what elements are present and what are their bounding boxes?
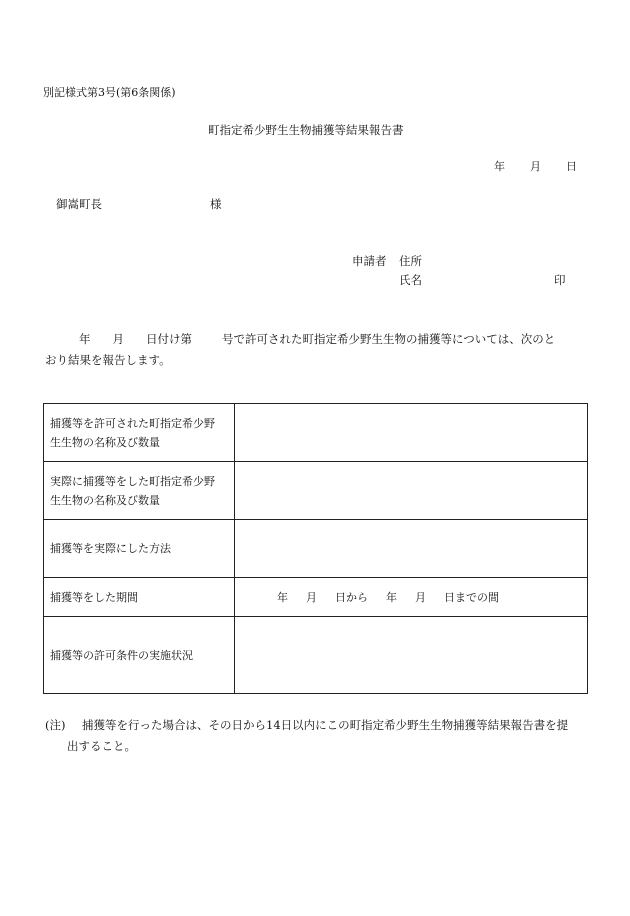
document-title: 町指定希少野生生物捕獲等結果報告書 xyxy=(208,123,404,137)
applicant-role: 申請者 xyxy=(352,254,387,268)
method-value[interactable] xyxy=(235,520,588,578)
table-row xyxy=(44,404,588,462)
conditions-value[interactable] xyxy=(235,617,588,694)
note-text-cont: 出すること。 xyxy=(67,739,136,753)
table-row xyxy=(44,617,588,694)
method-label: 捕獲等を実際にした方法 xyxy=(44,520,235,578)
applicant-address-label: 住所 xyxy=(399,254,422,268)
report-statement xyxy=(45,329,585,371)
addressee-honorific: 様 xyxy=(210,197,222,211)
report-table xyxy=(43,403,588,694)
statement-day: 日付け第 xyxy=(146,332,192,346)
conditions-label: 捕獲等の許可条件の実施状況 xyxy=(44,617,235,694)
table-row xyxy=(44,578,588,617)
label-line: 捕獲等を許可された町指定希少野 xyxy=(50,416,215,430)
note-text: 捕獲等を行った場合は、その日から14日以内にこの町指定希少野生生物捕獲等結果報告書を提 xyxy=(82,718,569,732)
date-day: 日 xyxy=(566,160,577,173)
form-number-label: 別記様式第3号(第6条関係) xyxy=(43,86,176,99)
period-start-month: 月 xyxy=(306,591,317,604)
footnote xyxy=(45,715,590,757)
period-start-day: 日から xyxy=(335,591,368,604)
statement-text: 号で許可された町指定希少野生生物の捕獲等については、次のと xyxy=(222,332,556,346)
date-month: 月 xyxy=(530,160,541,173)
permitted-species-label xyxy=(44,404,235,462)
permitted-species-value[interactable] xyxy=(235,404,588,462)
note-mark: (注) xyxy=(45,718,66,732)
period-label: 捕獲等をした期間 xyxy=(44,578,235,617)
statement-year: 年 xyxy=(79,332,91,346)
label-line: 実際に捕獲等をした町指定希少野 xyxy=(50,474,215,488)
date-year: 年 xyxy=(494,160,505,173)
label-line: 生生物の名称及び数量 xyxy=(50,435,160,449)
period-end-day: 日までの間 xyxy=(444,591,499,604)
table-row xyxy=(44,520,588,578)
period-end-month: 月 xyxy=(415,591,426,604)
statement-text-cont: おり結果を報告します。 xyxy=(45,353,171,367)
seal-mark: 印 xyxy=(554,273,566,287)
applicant-name-label: 氏名 xyxy=(399,273,422,287)
actual-species-value[interactable] xyxy=(235,462,588,520)
addressee-name: 御嵩町長 xyxy=(56,197,102,211)
label-line: 生生物の名称及び数量 xyxy=(50,493,160,507)
actual-species-label xyxy=(44,462,235,520)
statement-month: 月 xyxy=(112,332,124,346)
period-end-year: 年 xyxy=(386,591,397,604)
period-value[interactable] xyxy=(235,578,588,617)
period-start-year: 年 xyxy=(277,591,288,604)
table-row xyxy=(44,462,588,520)
